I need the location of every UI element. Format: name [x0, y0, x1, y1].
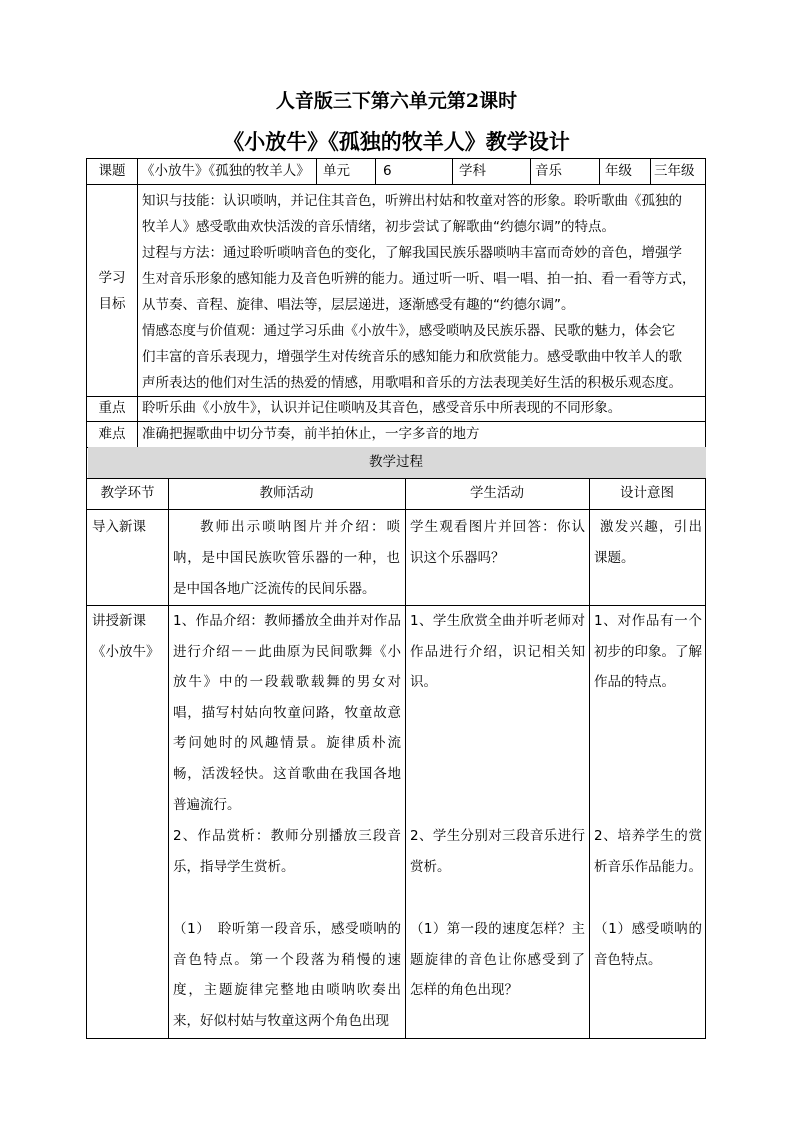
teach-intent-section-one: （1）感受唢呐的音色特点。 — [594, 921, 702, 968]
key-point-label: 重点 — [98, 400, 126, 416]
teach-student-section-one: （1）第一段的速度怎样？主题旋律的音色让你感受到了怎样的角色出现？ — [410, 921, 585, 999]
objectives-line: 生对音乐形象的感知能力及音色听辨的能力。通过听一听、唱一唱、拍一拍、看一看等方式， — [142, 271, 696, 287]
document-subtitle: 《小放牛》《孤独的牧羊人》教学设计 — [223, 129, 570, 154]
subject-value: 音乐 — [535, 163, 562, 179]
unit-value: 6 — [383, 163, 392, 179]
objectives-text — [142, 188, 704, 396]
divider-info-3 — [452, 159, 453, 184]
process-header: 教学过程 — [369, 454, 423, 470]
objectives-line: 过程与方法：通过聆听唢呐音色的变化，了解我国民族乐器唢呐丰富而奇妙的音色，增强学 — [142, 245, 682, 261]
teach-student-analysis: 2、学生分别对三段音乐进行赏析。 — [410, 828, 585, 875]
teach-teacher-section-one: （1） 聆听第一段音乐，感受唢呐的音色特点。第一个段落为稍慢的速度，主题旋律完整地由唢呐吹奏出来，好似村姑与牧童这两个角色出现 — [173, 921, 401, 1029]
course-value: 《小放牛》《孤独的牧羊人》 — [141, 163, 310, 179]
document-title: 人音版三下第六单元第2课时 — [275, 90, 518, 112]
teach-teacher-intro: 1、作品介绍：教师播放全曲并对作品进行介绍－－此曲原为民间歌舞《小放牛》中的一段载歌载舞的男女对唱，描写村姑向牧童问路，牧童故意考问她时的风趣情景。旋律质朴流畅，活泼轻快。这首歌曲在我国各地普遍流行。 — [173, 613, 401, 813]
teach-student-intro: 1、学生欣赏全曲并听老师对作品进行介绍，识记相关知识。 — [410, 613, 585, 691]
teach-teacher-analysis: 2、作品赏析：教师分别播放三段音乐，指导学生赏析。 — [173, 828, 401, 875]
divider-process-3 — [589, 478, 590, 1039]
course-label: 课题 — [98, 163, 126, 179]
objectives-line: 知识与技能：认识唢呐，并记住其音色，听辨出村姑和牧童对答的形象。聆听歌曲《孤独的 — [142, 193, 682, 209]
divider-info-1 — [316, 159, 317, 184]
intro-intent: 激发兴趣，引出课题。 — [594, 519, 702, 566]
teach-intent-analysis: 2、培养学生的赏析音乐作品能力。 — [594, 828, 702, 875]
column-intent: 设计意图 — [620, 485, 674, 501]
difficulty-text: 准确把握歌曲中切分节奏，前半拍休止，一字多音的地方 — [142, 426, 480, 442]
intro-stage: 导入新课 — [92, 519, 146, 535]
grade-value: 三年级 — [654, 163, 695, 179]
divider-process-2 — [405, 478, 406, 1039]
rule-columns — [87, 509, 705, 510]
key-point-text: 聆听乐曲《小放牛》，认识并记住唢呐及其音色，感受音乐中所表现的不同形象。 — [142, 400, 622, 416]
divider-info-2 — [375, 159, 376, 184]
column-student: 学生活动 — [470, 485, 524, 501]
divider-process-1 — [168, 478, 169, 1039]
rule-info — [87, 184, 705, 185]
teach-stage-line2: 《小放牛》 — [92, 644, 160, 660]
intro-student: 学生观看图片并回答：你认识这个乐器吗？ — [410, 519, 585, 566]
objectives-line: 从节奏、音程、旋律、唱法等，层层递进，逐渐感受有趣的“约德尔调”。 — [142, 297, 575, 313]
objectives-line: 声所表达的他们对生活的热爱的情感，用歌唱和音乐的方法表现美好生活的积极乐观态度。 — [142, 375, 682, 391]
lesson-plan-table — [86, 158, 706, 1039]
divider-label-col — [137, 159, 138, 447]
divider-info-6 — [650, 159, 651, 184]
objectives-label-line2: 目标 — [98, 296, 126, 312]
intro-teacher: 教师出示唢呐图片并介绍：唢呐，是中国民族吹管乐器的一种，也是中国各地广泛流传的民间乐器。 — [173, 519, 400, 597]
column-stage: 教学环节 — [100, 485, 155, 501]
difficulty-label: 难点 — [98, 426, 126, 442]
teach-stage-line1: 讲授新课 — [92, 613, 146, 629]
objectives-label — [87, 265, 137, 317]
divider-info-5 — [599, 159, 600, 184]
objectives-label-line1: 学习 — [98, 270, 126, 286]
objectives-line: 情感态度与价值观：通过学习乐曲《小放牛》，感受唢呐及民族乐器、民歌的魅力，体会它 — [142, 323, 676, 339]
grade-label: 年级 — [605, 163, 632, 179]
subject-label: 学科 — [459, 163, 486, 179]
teach-intent-intro: 1、对作品有一个初步的印象。了解作品的特点。 — [594, 613, 702, 691]
divider-info-4 — [530, 159, 531, 184]
column-teacher: 教师活动 — [259, 485, 314, 501]
objectives-line: 们丰富的音乐表现力，增强学生对传统音乐的感知能力和欣赏能力。感受歌曲中牧羊人的歌 — [142, 349, 682, 365]
unit-label: 单元 — [323, 163, 350, 179]
objectives-line: 牧羊人》感受歌曲欢快活泼的音乐情绪，初步尝试了解歌曲“约德尔调”的特点。 — [142, 219, 615, 235]
teach-stage — [92, 606, 160, 668]
